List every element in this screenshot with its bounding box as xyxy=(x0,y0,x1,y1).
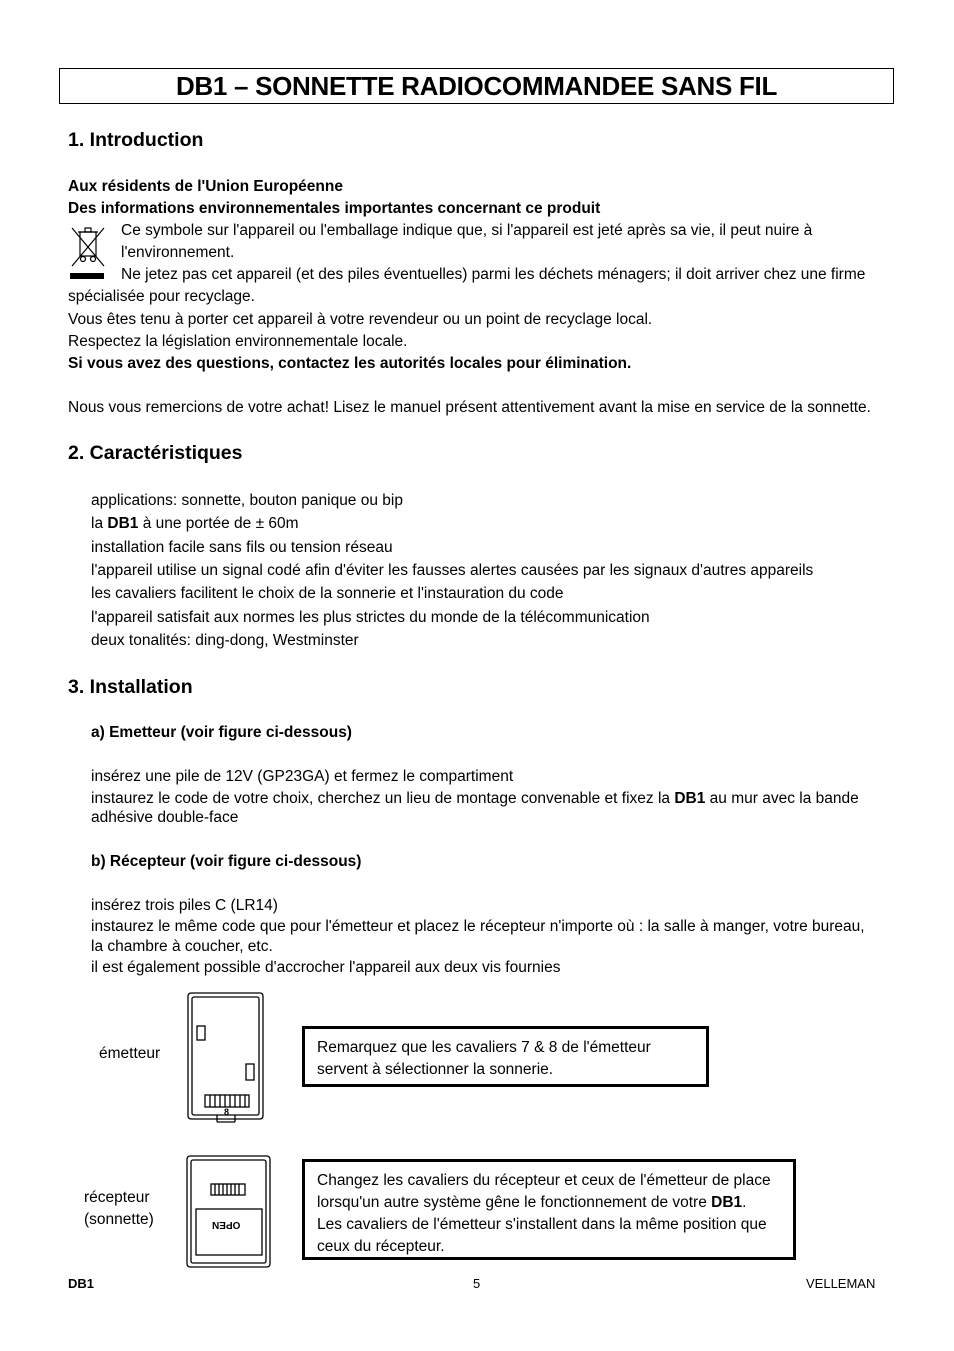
symbol-text-line2: l'environnement. xyxy=(121,244,235,261)
emitter-note-line: servent à sélectionner la sonnerie. xyxy=(317,1061,554,1078)
feature-item: l'appareil utilise un signal codé afin d'éviter les fausses alertes causées par les signaux d'autres appareils xyxy=(91,562,814,579)
feature-item: applications: sonnette, bouton panique ou bip xyxy=(91,492,403,509)
section-heading-introduction: 1. Introduction xyxy=(68,129,204,151)
subheading-emitter: a) Emetteur (voir figure ci-dessous) xyxy=(91,724,352,741)
receiver-label: récepteur xyxy=(84,1189,150,1206)
footer-model: DB1 xyxy=(68,1276,95,1291)
receiver-label-sub: (sonnette) xyxy=(84,1211,154,1228)
footer-brand: VELLEMAN xyxy=(806,1276,876,1291)
receiver-step: instaurez le même code que pour l'émetteur et placez le récepteur n'importe où : la salle à manger, votre bureau, xyxy=(91,918,865,935)
symbol-text-line1: Ce symbole sur l'appareil ou l'emballage indique que, si l'appareil est jeté après sa vie, il peut nuire à xyxy=(121,222,813,239)
receiver-step-continued: la chambre à coucher, etc. xyxy=(91,938,273,955)
document-title-box xyxy=(59,68,894,104)
receiver-note-line: Les cavaliers de l'émetteur s'installent dans la même position que xyxy=(317,1216,767,1233)
feature-item: les cavaliers facilitent le choix de la sonnerie et l'instauration du code xyxy=(91,585,564,602)
emitter-step: instaurez le code de votre choix, cherchez un lieu de montage convenable et fixez la DB1 au mur avec la bande xyxy=(91,790,859,807)
feature-item: deux tonalités: ding-dong, Westminster xyxy=(91,632,359,649)
receiver-note-line: ceux du récepteur. xyxy=(317,1238,445,1255)
emitter-note-line: Remarquez que les cavaliers 7 & 8 de l'émetteur xyxy=(317,1039,651,1056)
emitter-label: émetteur xyxy=(99,1045,161,1062)
emitter-step: insérez une pile de 12V (GP23GA) et fermez le compartiment xyxy=(91,768,514,785)
environmental-info-heading: Des informations environnementales importantes concernant ce produit xyxy=(68,200,601,217)
weee-bin-icon xyxy=(68,222,108,282)
section-heading-features: 2. Caractéristiques xyxy=(68,442,243,464)
legislation-text: Respectez la législation environnementale locale. xyxy=(68,333,408,350)
emitter-step-continued: adhésive double-face xyxy=(91,809,239,826)
eu-residents-heading: Aux résidents de l'Union Européenne xyxy=(68,178,343,195)
thanks-text: Nous vous remercions de votre achat! Lisez le manuel présent attentivement avant la mise en service de la sonnette. xyxy=(68,399,871,416)
feature-item: l'appareil satisfait aux normes les plus strictes du monde de la télécommunication xyxy=(91,609,650,626)
receiver-note-box xyxy=(302,1159,796,1260)
receiver-device-illustration xyxy=(186,1155,272,1269)
open-label: OPEN xyxy=(212,1219,241,1230)
questions-text: Si vous avez des questions, contactez les autorités locales pour élimination. xyxy=(68,355,632,372)
emitter-device-illustration xyxy=(187,992,265,1124)
disposal-text-line2: spécialisée pour recyclage. xyxy=(68,288,255,305)
document-title: DB1 – SONNETTE RADIOCOMMANDEE SANS FIL xyxy=(175,70,778,101)
receiver-note-line: lorsqu'un autre système gêne le fonctionnement de votre DB1. xyxy=(317,1194,747,1211)
return-text: Vous êtes tenu à porter cet appareil à votre revendeur ou un point de recyclage local. xyxy=(68,311,653,328)
subheading-receiver: b) Récepteur (voir figure ci-dessous) xyxy=(91,853,362,870)
footer-page-number: 5 xyxy=(473,1276,481,1291)
disposal-text-line1: Ne jetez pas cet appareil (et des piles éventuelles) parmi les déchets ménagers; il doit arriver chez une firme xyxy=(121,266,866,283)
emitter-note-box xyxy=(302,1026,709,1087)
section-heading-installation: 3. Installation xyxy=(68,676,193,698)
feature-item: installation facile sans fils ou tension réseau xyxy=(91,539,393,556)
receiver-step: il est également possible d'accrocher l'appareil aux deux vis fournies xyxy=(91,959,561,976)
jumper-8-label: 8 xyxy=(224,1107,230,1117)
feature-item: la DB1 à une portée de ± 60m xyxy=(91,515,299,532)
receiver-note-line: Changez les cavaliers du récepteur et ceux de l'émetteur de place xyxy=(317,1172,771,1189)
receiver-step: insérez trois piles C (LR14) xyxy=(91,897,278,914)
